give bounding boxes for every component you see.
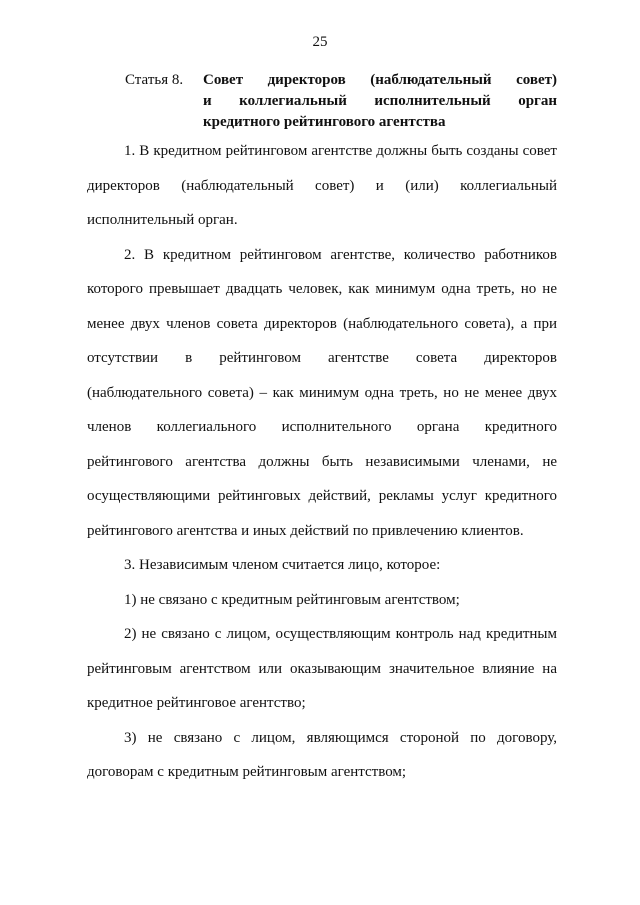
paragraph-line: менее двух членов совета директоров (наблюдательного совета), а при [87,316,557,332]
paragraph-line: 2. В кредитном рейтинговом агентстве, количество работников [124,247,557,263]
article-title [203,70,557,133]
paragraph-line: директоров (наблюдательный совет) и (или) коллегиальный [87,178,557,194]
paragraph-line: рейтингового агентства должны быть независимыми членами, не [87,454,557,470]
paragraph-line: исполнительный орган. [87,212,238,228]
page-number: 25 [312,34,328,50]
paragraph-line: договорам с кредитным рейтинговым агентством; [87,764,407,780]
paragraph-line: отсутствии в рейтинговом агентстве совета директоров [87,350,557,366]
article-title-line: и коллегиальный исполнительный орган [203,93,557,109]
paragraph-line: которого превышает двадцать человек, как минимум одна треть, но не [87,281,557,297]
paragraph-line: 3) не связано с лицом, являющимся стороной по договору, [124,730,557,746]
paragraph-line: 3. Независимым членом считается лицо, которое: [124,557,441,573]
paragraph-line: членов коллегиального исполнительного органа кредитного [87,419,557,435]
paragraph-line: 1) не связано с кредитным рейтинговым агентством; [124,592,460,608]
paragraph-line: кредитное рейтинговое агентство; [87,695,306,711]
paragraph-line: 1. В кредитном рейтинговом агентстве должны быть созданы совет [124,143,557,159]
paragraph-line: рейтинговым агентством или оказывающим значительное влияние на [87,661,557,677]
article-title-line: Совет директоров (наблюдательный совет) [203,72,557,88]
paragraph-line: рейтингового агентства и иных действий по привлечению клиентов. [87,523,524,539]
article-title-line: кредитного рейтингового агентства [203,114,446,130]
article-number: Статья 8. [125,72,184,88]
paragraph-line: осуществляющими рейтинговых действий, рекламы услуг кредитного [87,488,557,504]
paragraph-line: 2) не связано с лицом, осуществляющим контроль над кредитным [124,626,557,642]
paragraph-line: (наблюдательного совета) – как минимум одна треть, но не менее двух [87,385,557,401]
